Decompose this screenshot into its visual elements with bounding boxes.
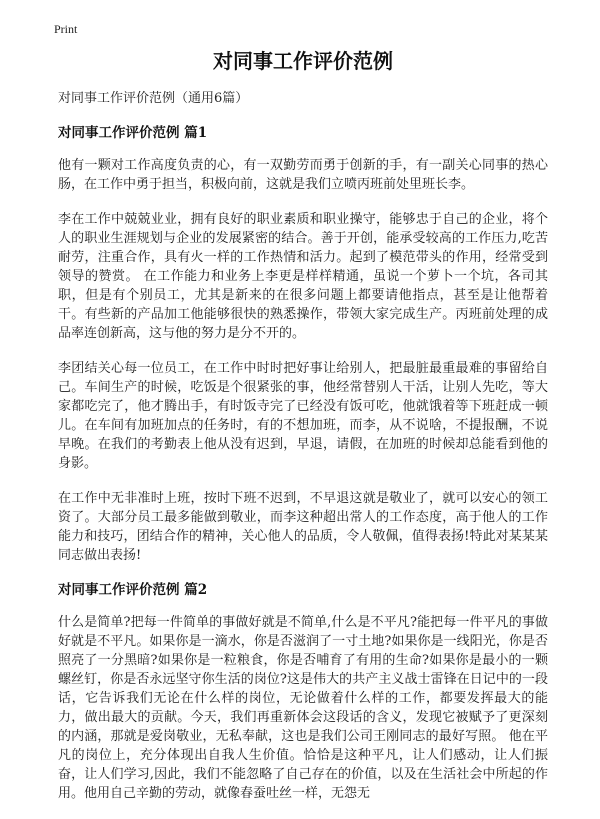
paragraph: 他有一颗对工作高度负责的心，有一双勤劳而勇于创新的手，有一副关心同事的热心肠，在工作中勇于担当，积极向前，这就是我们立喷丙班前处里班长李。 [58,158,548,192]
paragraph: 李在工作中兢兢业业，拥有良好的职业素质和职业操守，能够忠于自己的企业，将个人的职业生涯规划与企业的发展紧密的结合。善于开创，能承受较高的工作压力,吃苦耐劳，注重合作，具有火一样的工作热情和活力。起到了模范带头的作用，经常受到领导的赞赏。 在工作能力和业务上李更是样样精通，虽说一个萝卜一个坑，各司其职，但是有个别员工，尤其是新来的在很多问题上都要请他指点，甚至是让他帮着干。有些新的产品加工他能够很快的熟悉操作，带领大家完成生产。丙班前处理的成品率连创新高，这与他的努力是分不开的。 [58,212,548,341]
paragraph: 李团结关心每一位员工，在工作中时时把好事让给别人，把最脏最重最难的事留给自己。车间生产的时候，吃饭是个很紧张的事，他经常替别人干活，让别人先吃，等大家都吃完了，他才腾出手，有时饭寺完了已经没有饭可吃，他就饿着等下班赶成一顿儿。在车间有加班加点的任务时，有的不想加班，而李，从不说啥，不提报酬，不说早晚。在我们的考勤表上他从没有迟到，早退，请假，在加班的时候却总能看到他的身影。 [58,361,548,471]
paragraph: 在工作中无非准时上班，按时下班不迟到，不早退这就是敬业了，就可以安心的领工资了。大部分员工最多能做到敬业，而李这种超出常人的工作态度，高于他人的工作能力和技巧，团结合作的精神，关心他人的品质，令人敬佩，值得表扬!特此对某某某同志做出表扬! [58,491,548,563]
section-heading: 对同事工作评价范例 篇1 [58,125,208,141]
document-body [58,48,548,819]
paragraph: 什么是简单?把每一件简单的事做好就是不简单,什么是不平凡?能把每一件平凡的事做好就是不平凡。如果你是一滴水，你是否滋润了一寸土地?如果你是一线阳光，你是否照亮了一分黑暗?如果你是一粒粮食，你是否哺育了有用的生命?如果你是最小的一颗螺丝钉，你是否永远坚守你生活的岗位?这是伟大的共产主义战士雷锋在日记中的一段话，它告诉我们无论在什么样的岗位，无论做着什么样的工作，都要发挥最大的能力，做出最大的贡献。今天，我们再重新体会这段话的含义，发现它被赋予了更深刻的内涵，那就是爱岗敬业，无私奉献，这也是我们公司王刚同志的最好写照。 他在平凡的岗位上，充分体现出自我人生价值。恰恰是这种平凡，让人们感动，让人们振奋，让人们学习,因此，我们不能忽略了自己存在的价值，以及在生活社会中所起的作用。他用自己辛勤的劳动，就像春蚕吐丝一样，无怨无 [58,615,548,801]
print-link[interactable]: Print [54,22,78,36]
section-2 [58,581,548,803]
section-1 [58,124,548,565]
page-title: 对同事工作评价范例 [213,49,393,73]
document-subtitle: 对同事工作评价范例（通用6篇） [58,91,249,106]
section-heading: 对同事工作评价范例 篇2 [58,582,208,598]
